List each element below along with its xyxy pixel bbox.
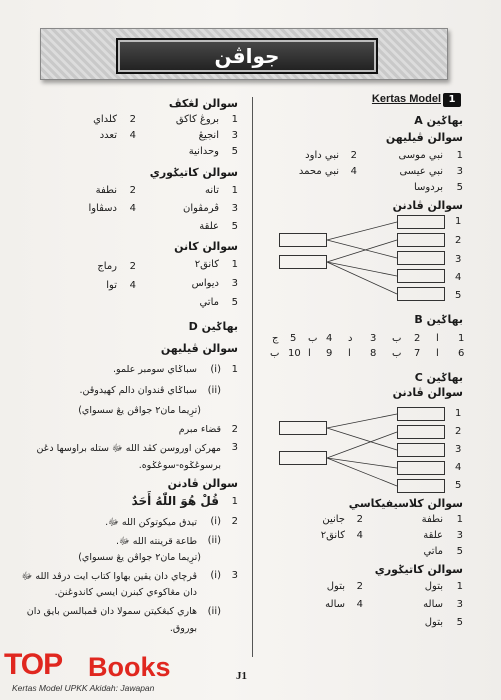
answer-text: تانه [205,185,219,196]
match-number: 1 [455,408,462,419]
section-heading: سوالن كاتيݢوري [149,166,238,179]
match-number: 3 [455,444,462,455]
answer-number: 2 [356,581,363,592]
answer-number: 3 [456,530,463,541]
answer-text: طاعة قرينته الله ﷻ. [115,536,197,547]
sub-tag: (i) [210,364,221,375]
answer-text: كلداي [93,114,117,125]
answer-number: 4 [356,530,363,541]
answer-number: 5 [456,546,463,557]
answer-number: 3 [456,599,463,610]
answer-text: نبي داود [305,150,339,161]
section-heading: سوالن لڠكڤ [168,97,238,110]
match-number: 5 [455,290,462,301]
question-number: 1 [231,364,238,375]
b-cell: 8 [370,348,377,359]
b-cell: 5 [290,333,297,344]
question-number: 3 [231,442,238,453]
b-cell: 9 [326,348,333,359]
answer-number: 2 [350,150,357,161]
section-heading: سوالن ڤادنن [392,386,463,399]
b-cell: 6 [458,348,465,359]
answer-text: هاري كبڠكيتن سمولا دان ڤمبالسن بايق دان [26,606,197,617]
sub-tag: (i) [210,516,221,527]
answer-number: 3 [231,278,238,289]
answer-number: 5 [456,182,463,193]
answer-text: برسوڠݢوه-سوڠݢوه. [138,460,221,471]
kertas-label: Kertas Model [371,93,441,105]
sub-tag: (i) [210,570,221,581]
answer-number: 5 [231,221,238,232]
answer-text: انجيڠ [198,130,219,141]
match-number: 5 [455,480,462,491]
match-number: 2 [455,426,462,437]
answer-number: 1 [231,114,238,125]
note-text: (ترِيما مان٢ جواڤن يڠ سسواي) [78,552,201,563]
match-box-right [397,443,445,457]
section-heading: سوالن كلاسيفيكاسي [348,497,463,510]
answer-text: ڤرمڤوان [182,203,219,214]
answer-number: 4 [129,130,136,141]
match-box-right [397,407,445,421]
answer-number: 4 [129,280,136,291]
answer-text: نبي عيسى [399,166,443,177]
b-cell: ب [392,348,402,359]
answer-number: 4 [356,599,363,610]
section-heading: سوالن ڤادنن [167,477,238,490]
b-cell: 10 [288,348,301,359]
answer-text: سباݢاي سومبر علمو. [113,364,197,375]
section-heading: سوالن ڤيليهن [385,131,463,144]
answer-text: ماتي [199,297,219,308]
match-box-right [397,461,445,475]
sub-tag: (ii) [207,385,221,396]
page-title: جواڤن [214,44,280,68]
question-number: 2 [231,424,238,435]
answer-text: ديواس [191,278,219,289]
answer-text: ڤرچاي دان يقين بهاوا كتاب ايت درڤد الله ﷻ [21,571,197,582]
answer-text: بتول [424,581,443,592]
answer-text: بتول [326,581,345,592]
answer-text: ساله [325,599,345,610]
answer-number: 2 [129,114,136,125]
match-number: 4 [455,462,462,473]
b-cell: 2 [414,333,421,344]
answer-text: قضاء مبرم [178,424,221,435]
question-number: 2 [231,516,238,527]
answer-number: 4 [129,203,136,214]
answer-number: 2 [129,261,136,272]
answer-text: كانق٢ [320,530,345,541]
b-cell: ج [272,333,279,344]
b-cell: 7 [414,348,421,359]
section-heading: بهاݢين A [414,114,463,127]
b-cell: ب [270,348,280,359]
verse-text: قُلْ هُوَ اللّٰهُ أَحَدٌ [131,494,219,508]
footer-subtitle: Kertas Model UPKK Akidah: Jawapan [12,683,155,693]
answer-number: 3 [456,166,463,177]
section-heading: بهاݢين C [414,371,463,384]
b-cell: د [348,333,353,344]
match-box-left [279,451,327,465]
answer-number: 3 [231,203,238,214]
section-heading: سوالن ڤادنن [392,199,463,212]
answer-text: كانق٢ [194,259,219,270]
answer-text: ساله [423,599,443,610]
answer-text: دسڤاوا [88,203,117,214]
page-number: J1 [236,670,247,682]
b-cell: ب [308,333,318,344]
answer-number: 4 [350,166,357,177]
sub-tag: (ii) [207,535,221,546]
answer-text: دان مڠاكوءي كبنرن ايسي كاندوڠنڽ. [54,587,197,598]
b-cell: 1 [458,333,465,344]
match-number: 3 [455,254,462,265]
section-heading: سوالن كاتيݢوري [374,563,463,576]
b-cell: ا [308,348,311,359]
logo-books-text: Books [88,652,171,682]
answer-text: نبي محمد [298,166,339,177]
b-cell: 4 [326,333,333,344]
answer-number: 2 [356,514,363,525]
answer-number: 3 [231,130,238,141]
answer-number: 1 [231,185,238,196]
question-number: 3 [231,570,238,581]
b-cell: 3 [370,333,377,344]
b-cell: ا [436,333,439,344]
sub-tag: (ii) [207,606,221,617]
answer-text: تعدد [99,130,117,141]
kertas-number: 1 [443,93,461,107]
answer-text: بتول [424,617,443,628]
answer-text: رماج [97,261,117,272]
answer-text: مهركن اوروسن كڤد الله ﷻ ستله براوسها دڠن [36,443,221,454]
section-heading: بهاݢين D [188,320,238,333]
answer-text: بردوسا [413,182,443,193]
match-number: 4 [455,272,462,283]
answer-number: 1 [456,514,463,525]
answer-number: 5 [456,617,463,628]
answer-number: 5 [231,297,238,308]
section-heading: سوالن كانن [174,240,238,253]
match-number: 2 [455,235,462,246]
match-box-left [279,421,327,435]
answer-number: 1 [456,581,463,592]
answer-text: علقة [423,530,443,541]
answer-text: نطفة [421,514,443,525]
section-heading: بهاݢين B [414,313,463,326]
answer-text: سباݢاي ڤندوان دالم كهيدوڤن. [79,385,197,396]
b-cell: ا [436,348,439,359]
note-text: (ترِيما مان٢ جواڤن يڠ سسواي) [78,405,201,416]
answer-text: بروڠ كاكق [175,114,219,125]
answer-text: علقة [199,221,219,232]
answer-number: 5 [231,146,238,157]
answer-text: وحدانية [188,146,219,157]
answer-number: 2 [129,185,136,196]
match-box-right [397,425,445,439]
section-heading: سوالن ڤيليهن [160,342,238,355]
b-cell: ب [392,333,402,344]
answer-number: 1 [456,150,463,161]
answer-text: جانين [322,514,345,525]
answer-text: توا [106,280,117,291]
answer-text: بوروق. [169,623,197,634]
logo-top-text: TOP [4,648,63,681]
answer-text: نطفة [95,185,117,196]
question-number: 1 [231,496,238,507]
b-cell: ا [348,348,351,359]
answer-text: نبي موسى [398,150,443,161]
answer-text: ماتي [423,546,443,557]
match-number: 1 [455,216,462,227]
answer-number: 1 [231,259,238,270]
answer-text: تيدق ميكوتوكن الله ﷻ. [105,517,197,528]
match-box-right [397,479,445,493]
